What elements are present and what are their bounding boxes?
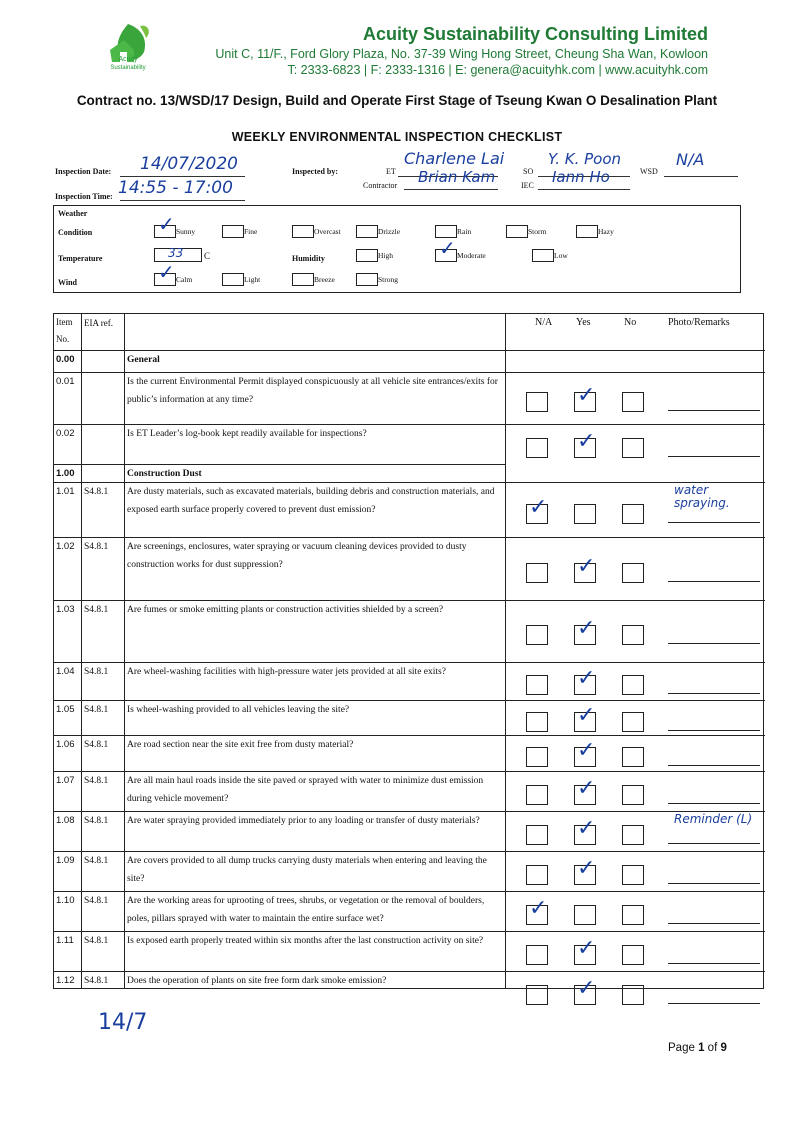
eia-ref: S4.8.1 bbox=[84, 816, 109, 826]
check-mark-icon: ✓ bbox=[577, 703, 596, 728]
et-value: Charlene Lai bbox=[404, 149, 505, 168]
wind-strong-checkbox[interactable] bbox=[356, 273, 378, 286]
inspection-date-value: 14/07/2020 bbox=[140, 154, 238, 174]
item-number: 1.07 bbox=[56, 775, 75, 786]
na-checkbox[interactable] bbox=[526, 438, 548, 458]
col-divider bbox=[81, 314, 82, 988]
checklist-table bbox=[53, 313, 764, 1001]
question-text: Are wheel-washing facilities with high-pressure water jets provided at all site exits? bbox=[127, 667, 446, 677]
company-address: Unit C, 11/F., Ford Glory Plaza, No. 37-39 Wing Hong Street, Cheung Sha Wan, Kowloon bbox=[215, 47, 708, 61]
condition-fine-label: Fine bbox=[244, 227, 258, 236]
no-checkbox[interactable] bbox=[622, 625, 644, 645]
humidity-check-mark-icon: ✓ bbox=[439, 236, 456, 260]
item-number: 0.01 bbox=[56, 376, 75, 387]
so-label: SO bbox=[523, 167, 534, 176]
header-no: No bbox=[624, 317, 637, 328]
eia-ref: S4.8.1 bbox=[84, 542, 109, 552]
handwritten-date: 14/7 bbox=[98, 1010, 148, 1035]
section-heading: Construction Dust bbox=[127, 469, 202, 479]
contract-title: Contract no. 13/WSD/17 Design, Build and Operate First Stage of Tseung Kwan O Desalination Plant bbox=[76, 93, 718, 108]
item-number: 1.09 bbox=[56, 855, 75, 866]
check-mark-icon: ✓ bbox=[529, 896, 548, 921]
check-mark-icon: ✓ bbox=[577, 738, 596, 763]
remarks-field[interactable] bbox=[668, 730, 760, 731]
question-text: Is the current Environmental Permit displayed conspicuously at all vehicle site entrances/exits for public’s information at any time? bbox=[127, 377, 498, 405]
check-mark-icon: ✓ bbox=[577, 936, 596, 961]
item-number: 0.00 bbox=[56, 354, 75, 365]
condition-drizzle-label: Drizzle bbox=[378, 227, 401, 236]
temperature-unit: C bbox=[204, 251, 211, 261]
et-label: ET bbox=[386, 167, 396, 176]
question-text: Is wheel-washing provided to all vehicles leaving the site? bbox=[127, 705, 350, 715]
page-number bbox=[668, 1042, 727, 1054]
remarks-field[interactable] bbox=[668, 693, 760, 694]
no-checkbox[interactable] bbox=[622, 785, 644, 805]
wind-light-checkbox[interactable] bbox=[222, 273, 244, 286]
check-mark-icon: ✓ bbox=[577, 616, 596, 641]
remarks-field[interactable] bbox=[668, 963, 760, 964]
remarks-field[interactable] bbox=[668, 456, 760, 457]
item-number: 1.11 bbox=[56, 935, 74, 946]
eia-ref: S4.8.1 bbox=[84, 976, 109, 986]
na-checkbox[interactable] bbox=[526, 563, 548, 583]
contractor-value: Brian Kam bbox=[418, 168, 496, 186]
na-checkbox[interactable] bbox=[526, 825, 548, 845]
checklist-title: WEEKLY ENVIRONMENTAL INSPECTION CHECKLIST bbox=[231, 130, 563, 144]
no-checkbox[interactable] bbox=[622, 563, 644, 583]
na-checkbox[interactable] bbox=[526, 945, 548, 965]
remarks-field[interactable] bbox=[668, 643, 760, 644]
remarks-field[interactable] bbox=[668, 410, 760, 411]
na-checkbox[interactable] bbox=[526, 985, 548, 1005]
condition-label: Condition bbox=[58, 228, 93, 237]
inspection-time-label: Inspection Time: bbox=[55, 192, 113, 201]
na-checkbox[interactable] bbox=[526, 712, 548, 732]
question-text: Is exposed earth properly treated within six months after the last construction activity on site? bbox=[127, 936, 484, 946]
wind-calm-label: Calm bbox=[176, 275, 193, 284]
so-value: Y. K. Poon bbox=[548, 150, 622, 168]
na-checkbox[interactable] bbox=[526, 865, 548, 885]
condition-hazy-checkbox[interactable] bbox=[576, 225, 598, 238]
condition-sunny-label: Sunny bbox=[176, 227, 196, 236]
header-na: N/A bbox=[535, 317, 553, 328]
remarks-field[interactable] bbox=[668, 883, 760, 884]
wind-breeze-checkbox[interactable] bbox=[292, 273, 314, 286]
contractor-label: Contractor bbox=[363, 181, 398, 190]
no-checkbox[interactable] bbox=[622, 825, 644, 845]
condition-drizzle-checkbox[interactable] bbox=[356, 225, 378, 238]
header-item-no: Item No. bbox=[56, 317, 73, 344]
eia-ref: S4.8.1 bbox=[84, 776, 109, 786]
question-text: Are water spraying provided immediately prior to any loading or transfer of dusty materials? bbox=[127, 816, 480, 826]
iec-value: Iann Ho bbox=[552, 168, 610, 186]
remarks-field[interactable] bbox=[668, 803, 760, 804]
item-number: 1.12 bbox=[56, 975, 75, 986]
yes-checkbox[interactable] bbox=[574, 905, 596, 925]
condition-fine-checkbox[interactable] bbox=[222, 225, 244, 238]
wind-strong-label: Strong bbox=[378, 275, 399, 284]
company-contact: T: 2333-6823 | F: 2333-1316 | E: genera@acuityhk.com | www.acuityhk.com bbox=[287, 63, 708, 77]
condition-storm-label: Storm bbox=[528, 227, 547, 236]
temperature-value: 33 bbox=[168, 246, 184, 260]
check-mark-icon: ✓ bbox=[577, 856, 596, 881]
inspected-by-label: Inspected by: bbox=[292, 167, 339, 176]
logo-subtext: Sustainability bbox=[110, 65, 146, 71]
question-text: Are dusty materials, such as excavated materials, building debris and construction materials, and exposed earth surface properly covered to prevent dust emission? bbox=[127, 487, 495, 515]
item-number: 1.08 bbox=[56, 815, 75, 826]
remarks-field[interactable] bbox=[668, 1003, 760, 1004]
eia-ref: S4.8.1 bbox=[84, 667, 109, 677]
item-number: 0.02 bbox=[56, 428, 75, 439]
header-remarks: Photo/Remarks bbox=[668, 317, 730, 328]
remarks-field[interactable] bbox=[668, 923, 760, 924]
remark-text: water spraying. bbox=[674, 483, 730, 510]
humidity-low-label: Low bbox=[554, 251, 568, 260]
na-checkbox[interactable] bbox=[526, 747, 548, 767]
page-current: 1 bbox=[698, 1042, 705, 1054]
check-mark-icon: ✓ bbox=[577, 976, 596, 1001]
page-of: of bbox=[707, 1042, 718, 1054]
humidity-high-checkbox[interactable] bbox=[356, 249, 378, 262]
logo-text bbox=[96, 56, 160, 72]
check-mark-icon: ✓ bbox=[577, 429, 596, 454]
item-number: 1.10 bbox=[56, 895, 75, 906]
eia-ref: S4.8.1 bbox=[84, 487, 109, 497]
no-checkbox[interactable] bbox=[622, 945, 644, 965]
item-number: 1.04 bbox=[56, 666, 75, 677]
remarks-field[interactable] bbox=[668, 522, 760, 523]
condition-hazy-label: Hazy bbox=[598, 227, 614, 236]
check-mark-icon: ✓ bbox=[577, 776, 596, 801]
header-eia-ref: EIA ref. bbox=[84, 318, 113, 328]
check-mark-icon: ✓ bbox=[577, 666, 596, 691]
humidity-moderate-label: Moderate bbox=[457, 251, 486, 260]
page-label: Page bbox=[668, 1042, 695, 1054]
no-checkbox[interactable] bbox=[622, 865, 644, 885]
logo-wordmark: Acuity bbox=[118, 56, 138, 63]
wsd-label: WSD bbox=[640, 167, 658, 176]
wind-label: Wind bbox=[58, 278, 77, 287]
yes-checkbox[interactable] bbox=[574, 504, 596, 524]
check-mark-icon: ✓ bbox=[577, 383, 596, 408]
wind-light-label: Light bbox=[244, 275, 261, 284]
wind-check-mark-icon: ✓ bbox=[158, 260, 175, 284]
remarks-field[interactable] bbox=[668, 765, 760, 766]
remarks-field[interactable] bbox=[668, 843, 760, 844]
item-number: 1.03 bbox=[56, 604, 75, 615]
condition-overcast-label: Overcast bbox=[314, 227, 341, 236]
no-checkbox[interactable] bbox=[622, 392, 644, 412]
remark-text: Reminder (L) bbox=[674, 812, 753, 826]
wind-breeze-label: Breeze bbox=[314, 275, 335, 284]
remarks-field[interactable] bbox=[668, 581, 760, 582]
question-text: Are screenings, enclosures, water spraying or vacuum cleaning devices provided to dusty construction works for dust suppression? bbox=[127, 542, 467, 570]
eia-ref: S4.8.1 bbox=[84, 740, 109, 750]
question-text: Are road section near the site exit free from dusty material? bbox=[127, 740, 354, 750]
no-checkbox[interactable] bbox=[622, 438, 644, 458]
na-checkbox[interactable] bbox=[526, 625, 548, 645]
no-checkbox[interactable] bbox=[622, 985, 644, 1005]
eia-ref: S4.8.1 bbox=[84, 705, 109, 715]
condition-rain-label: Rain bbox=[457, 227, 472, 236]
question-text: Are all main haul roads inside the site paved or sprayed with water to minimize dust emission during vehicle movement? bbox=[127, 776, 484, 804]
condition-check-mark-icon: ✓ bbox=[158, 212, 175, 236]
condition-overcast-checkbox[interactable] bbox=[292, 225, 314, 238]
no-checkbox[interactable] bbox=[622, 675, 644, 695]
question-text: Is ET Leader’s log-book kept readily available for inspections? bbox=[127, 429, 367, 439]
col-divider bbox=[505, 314, 506, 988]
eia-ref: S4.8.1 bbox=[84, 856, 109, 866]
wsd-value: N/A bbox=[676, 150, 705, 169]
question-text: Does the operation of plants on site free form dark smoke emission? bbox=[127, 976, 387, 986]
company-name: Acuity Sustainability Consulting Limited bbox=[362, 24, 708, 44]
eia-ref: S4.8.1 bbox=[84, 605, 109, 615]
temperature-label: Temperature bbox=[58, 254, 103, 263]
question-text: Are covers provided to all dump trucks carrying dusty materials when entering and leaving the site? bbox=[127, 856, 487, 884]
question-text: Are the working areas for uprooting of trees, shrubs, or vegetation or the removal of boulders, poles, pillars sprayed with water to maintain the entire surface wet? bbox=[127, 896, 485, 924]
check-mark-icon: ✓ bbox=[529, 495, 548, 520]
question-text: Are fumes or smoke emitting plants or construction activities shielded by a screen? bbox=[127, 605, 444, 615]
iec-label: IEC bbox=[521, 181, 534, 190]
col-divider bbox=[124, 314, 125, 988]
inspection-date-label: Inspection Date: bbox=[55, 167, 112, 176]
humidity-high-label: High bbox=[378, 251, 393, 260]
no-checkbox[interactable] bbox=[622, 905, 644, 925]
no-checkbox[interactable] bbox=[622, 747, 644, 767]
item-number: 1.00 bbox=[56, 468, 75, 479]
header-yes: Yes bbox=[576, 317, 591, 328]
item-number: 1.05 bbox=[56, 704, 75, 715]
item-number: 1.06 bbox=[56, 739, 75, 750]
condition-storm-checkbox[interactable] bbox=[506, 225, 528, 238]
check-mark-icon: ✓ bbox=[577, 816, 596, 841]
na-checkbox[interactable] bbox=[526, 675, 548, 695]
company-address-block bbox=[180, 46, 708, 78]
humidity-label: Humidity bbox=[292, 254, 325, 263]
item-number: 1.02 bbox=[56, 541, 75, 552]
section-heading: General bbox=[127, 355, 160, 365]
page-total: 9 bbox=[720, 1042, 727, 1054]
item-number: 1.01 bbox=[56, 486, 75, 497]
no-checkbox[interactable] bbox=[622, 712, 644, 732]
eia-ref: S4.8.1 bbox=[84, 896, 109, 906]
eia-ref: S4.8.1 bbox=[84, 936, 109, 946]
inspection-time-value: 14:55 - 17:00 bbox=[118, 178, 233, 198]
na-checkbox[interactable] bbox=[526, 392, 548, 412]
weather-heading: Weather bbox=[58, 209, 88, 218]
check-mark-icon: ✓ bbox=[577, 554, 596, 579]
na-checkbox[interactable] bbox=[526, 785, 548, 805]
humidity-low-checkbox[interactable] bbox=[532, 249, 554, 262]
weather-panel bbox=[53, 205, 741, 293]
no-checkbox[interactable] bbox=[622, 504, 644, 524]
